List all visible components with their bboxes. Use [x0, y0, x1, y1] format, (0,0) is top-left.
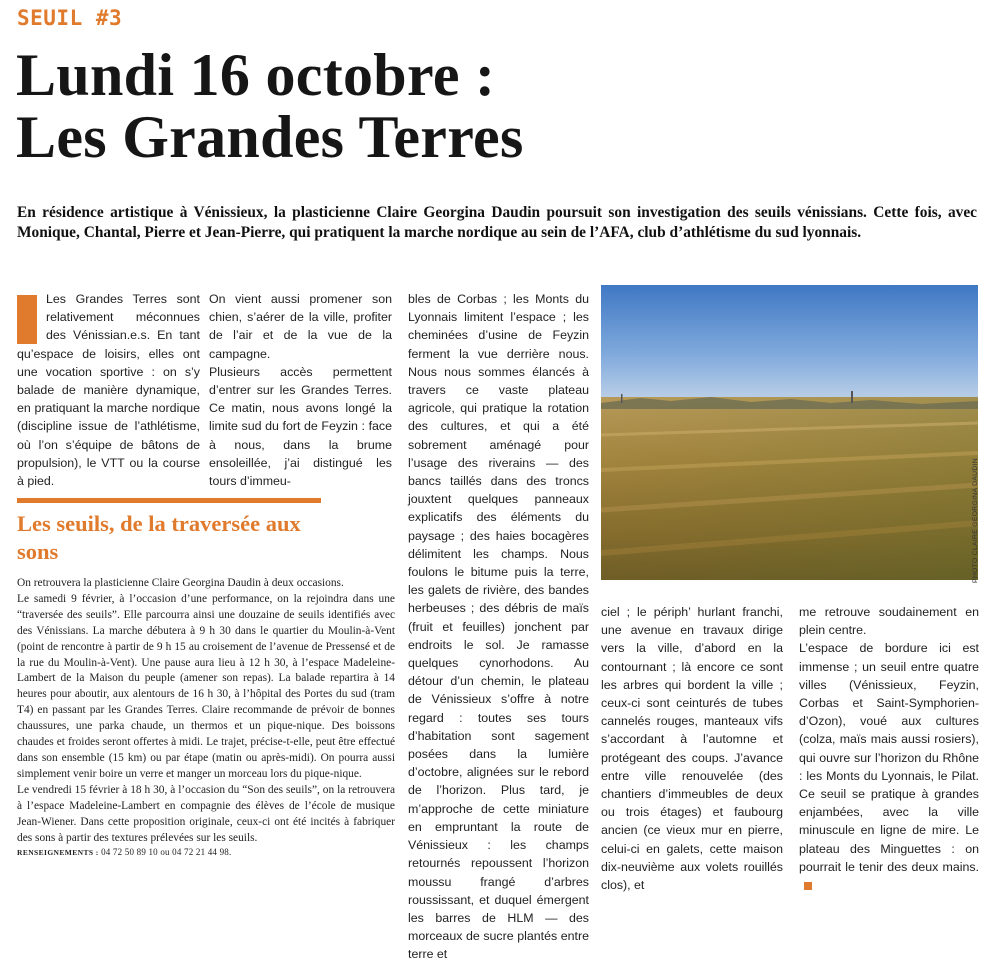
column-5-text-b-body: L’espace de bordure ici est immense ; un seuil entre quatre villes (Vénissieux, Feyzin, Corbas et Saint-Symphorien-d’Ozon), voué aux cultures (colza, maïs mais aussi rosiers), qui ouvre sur l’horizon du Rhône : les Monts du Lyonnais, le Pilat. Ce seuil se pratique à grandes enjambées, avec la ville minuscule en ligne de mire. Le plateau des Minguettes : on pourrait le tenir des deux mains.: [799, 641, 979, 874]
contact-info: [17, 847, 231, 857]
article-column-4: [601, 603, 783, 894]
sidebar-title: Les seuils, de la traversée aux sons: [17, 511, 301, 564]
column-3-text: bles de Corbas ; les Monts du Lyonnais limitent l’espace ; les cheminées d’usine de Feyzin ferment la vue derrière nous. Nous nous sommes élancés à travers ce vaste plateau agricole, qui pratique la rotation des cultures, et qui a été sobrement aménagé pour l’usage des riverains — des bancs taillés dans des troncs jouxtent quelques panneaux explicatifs des éléments du paysage ; des haies bocagères délimitent les champs. Nous foulons le bitume puis la terre, les galets de rivière, des bandes herbeuses ; des débris de maïs (fruit et feuilles) jonchent par endroits le sol. Je ramasse quelques cynorhodons. Au détour d’un chemin, le plateau de Vénissieux s’offre à notre regard : toutes ses tours d’habitation sont sagement posées dans la lumière d’octobre, alignées sur le rebord de l’horizon. Plus tard, je m’approche de cette miniature en empruntant la route de Vénissieux : les champs retournés repoussent l’horizon moussu frangé d’arbres roussissant, et duquel émergent les barres de HLM — des morceaux de sucre plantés entre terre et: [408, 292, 589, 962]
article-lead: En résidence artistique à Vénissieux, la plasticienne Claire Georgina Daudin poursuit son investigation des seuils vénissians. Cette fois, avec Monique, Chantal, Pierre et Jean-Pierre, qui pratiquent la marche nordique au sein de l’AFA, club d’athlétisme du sud lyonnais.: [17, 204, 977, 241]
article-column-2: [209, 290, 392, 490]
article-column-3: [408, 290, 589, 964]
column-5-text-a: me retrouve soudainement en plein centre.: [799, 605, 979, 638]
headline-line-2: Les Grandes Terres: [16, 104, 524, 170]
article-column-5: [799, 603, 979, 894]
article-headline: [16, 44, 916, 168]
contact-numbers: 04 72 50 89 10 ou 04 72 21 44 98.: [101, 847, 232, 857]
contact-label: RENSEIGNEMENTS :: [17, 848, 99, 857]
landscape-photo: [601, 285, 978, 580]
article-column-1: [17, 290, 200, 490]
sidebar-paragraph-1: On retrouvera la plasticienne Claire Georgina Daudin à deux occasions.: [17, 577, 344, 589]
column-5-text-b: [799, 639, 979, 894]
headline-line-1: Lundi 16 octobre :: [16, 42, 496, 108]
field-photo-illustration: [601, 285, 978, 580]
sidebar-body: [17, 576, 395, 846]
sidebar-rule: [17, 498, 321, 503]
drop-cap-mark: [17, 295, 37, 344]
end-of-article-mark: [804, 882, 812, 890]
column-2-text-b: Plusieurs accès permettent d’entrer sur les Grandes Terres. Ce matin, nous avons longé la limite sud du fort de Feyzin : face à nous, dans la brume ensoleillée, j’ai distingué les tours d’immeu-: [209, 364, 392, 489]
column-2-text-a: On vient aussi promener son chien, s’aérer de la ville, profiter de l’air et de la vue de la campagne.: [209, 292, 392, 361]
sidebar-paragraph-3: Le vendredi 15 février à 18 h 30, à l’occasion du “Son des seuils”, on la retrouvera à l’espace Madeleine-Lambert en compagnie des élèves de l’école de musique Jean-Wiener. Dans cette proposition originale, ceux-ci ont été incités à fabriquer des sons à partir des textures prélevées sur les seuils.: [17, 783, 395, 844]
photo-credit: PHOTO CLAIRE GEORGINA DAUDIN: [972, 458, 979, 583]
sidebar-paragraph-2: Le samedi 9 février, à l’occasion d’une performance, on la rejoindra dans une “traversée des seuils”. Elle parcourra ainsi une douzaine de seuils identifiés avec des Vénissians. La marche débutera à 9 h 30 dans le quartier du Moulin-à-Vent (point de rencontre à partir de 9 h 15 au croisement de l’avenue de Pressensé et de la rue du Moulin-à-Vent). Une pause aura lieu à 12 h 30, à l’espace Madeleine-Lambert de la Maison du peuple (amener son repas). La balade repartira à 14 heures pour aboutir, aux alentours de 16 h 30, à l’hôpital des Portes du sud (tram T4) en passant par les Grandes Terres. Claire recommande de prévoir de bonnes chaussures, une parka chaude, un thermos et un pique-nique. Des boissons chaudes et froides seront offertes à midi. Le trajet, précise-t-elle, peut être effectué dans son ensemble (15 km) ou par étape (matin ou après-midi). On pourra aussi simplement venir boire un verre et manger un morceau lors du pique-nique.: [17, 592, 395, 780]
section-kicker: SEUIL #3: [17, 6, 123, 30]
column-4-text: ciel ; le périph’ hurlant franchi, une avenue en travaux dirige vers la ville, d’abord en la contournant ; là encore ce sont les arbres qui bordent la ville ; ceux-ci sont ceinturés de tubes cannelés rouges, manteaux vifs s’accordant à l’automne et protégeant des coups. J’avance entre ville renouvelée (des chantiers d’immeubles de deux ou trois étages) et faubourg ancien (ce vieux mur en pierre, celui-ci en galets, cette maison dix-neuvième aux volets rouillés clos), et: [601, 605, 783, 893]
column-1-text: Les Grandes Terres sont relativement méconnues des Vénissian.e.s. En tant qu’espace de loisirs, elles ont une vocation sportive : on s’y balade de manière dynamique, en pratiquant la marche nordique (discipline issue de l’athlétisme, où l’on s’équipe de bâtons de propulsion), le VTT ou la course à pied.: [17, 292, 200, 489]
